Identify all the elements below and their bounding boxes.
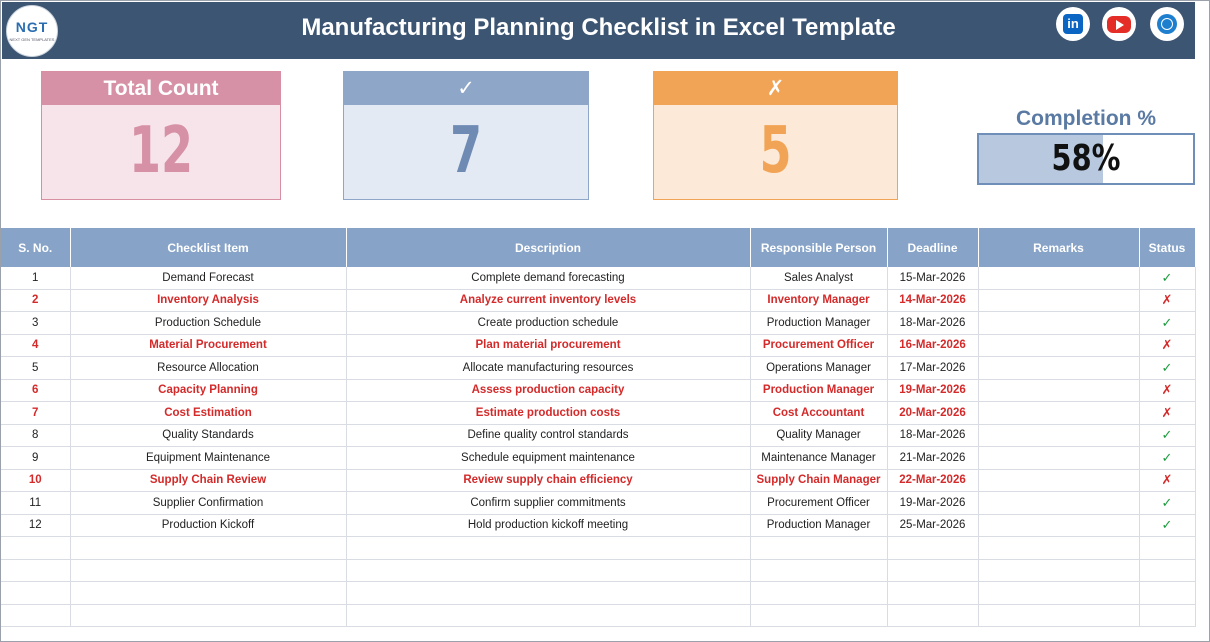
cell-description[interactable]: Review supply chain efficiency [346,469,750,492]
empty-cell[interactable] [978,582,1139,605]
cell-deadline[interactable]: 15-Mar-2026 [887,267,978,289]
cell-description[interactable]: Assess production capacity [346,379,750,402]
empty-row [1,582,1195,605]
logo-subtext: NEXT GEN TEMPLATES [9,37,55,42]
cell-deadline[interactable]: 14-Mar-2026 [887,289,978,312]
cell-person[interactable]: Production Manager [750,514,887,537]
cell-remarks[interactable] [978,402,1139,425]
header-bar [2,2,1195,59]
cell-remarks[interactable] [978,469,1139,492]
empty-cell[interactable] [887,582,978,605]
cell-person[interactable]: Procurement Officer [750,334,887,357]
empty-cell[interactable] [346,604,750,627]
cell-item[interactable]: Resource Allocation [70,357,346,380]
cell-person[interactable]: Production Manager [750,379,887,402]
cell-status[interactable]: ✓ [1139,424,1195,447]
cell-item[interactable]: Capacity Planning [70,379,346,402]
empty-cell[interactable] [887,559,978,582]
cell-sno[interactable]: 2 [1,289,70,312]
cell-status[interactable]: ✗ [1139,334,1195,357]
empty-cell[interactable] [1,537,70,560]
cell-remarks[interactable] [978,514,1139,537]
cell-deadline[interactable]: 25-Mar-2026 [887,514,978,537]
cell-remarks[interactable] [978,492,1139,515]
cell-description[interactable]: Analyze current inventory levels [346,289,750,312]
cell-remarks[interactable] [978,447,1139,470]
cell-deadline[interactable]: 19-Mar-2026 [887,492,978,515]
cell-deadline[interactable]: 17-Mar-2026 [887,357,978,380]
completed-count-value: 7 [449,114,483,188]
cell-remarks[interactable] [978,424,1139,447]
cell-item[interactable]: Quality Standards [70,424,346,447]
empty-cell[interactable] [750,604,887,627]
cell-deadline[interactable]: 18-Mar-2026 [887,424,978,447]
cell-status[interactable]: ✗ [1139,379,1195,402]
completed-check-icon: ✓ [344,72,588,105]
cell-sno[interactable]: 12 [1,514,70,537]
empty-cell[interactable] [346,582,750,605]
empty-cell[interactable] [887,537,978,560]
cell-deadline[interactable]: 21-Mar-2026 [887,447,978,470]
col-header-person[interactable]: Responsible Person [750,228,887,267]
total-count-card [41,71,281,200]
cell-person[interactable]: Procurement Officer [750,492,887,515]
cell-status[interactable]: ✗ [1139,469,1195,492]
cell-sno[interactable]: 10 [1,469,70,492]
cell-status[interactable]: ✓ [1139,357,1195,380]
table-row [1,492,1195,515]
cell-sno[interactable]: 1 [1,267,70,289]
cell-description[interactable]: Confirm supplier commitments [346,492,750,515]
cell-person[interactable]: Maintenance Manager [750,447,887,470]
empty-cell[interactable] [1,604,70,627]
cell-deadline[interactable]: 16-Mar-2026 [887,334,978,357]
cell-status[interactable]: ✗ [1139,402,1195,425]
cell-sno[interactable]: 6 [1,379,70,402]
cell-description[interactable]: Hold production kickoff meeting [346,514,750,537]
cell-item[interactable]: Material Procurement [70,334,346,357]
col-header-deadline[interactable]: Deadline [887,228,978,267]
empty-cell[interactable] [346,559,750,582]
table-row [1,424,1195,447]
cell-item[interactable]: Equipment Maintenance [70,447,346,470]
cell-person[interactable]: Cost Accountant [750,402,887,425]
linkedin-icon[interactable]: in [1056,7,1090,41]
table-header-row [1,228,1195,267]
cell-sno[interactable]: 8 [1,424,70,447]
table-row [1,514,1195,537]
total-count-label: Total Count [42,72,280,105]
empty-cell[interactable] [70,537,346,560]
pending-cross-icon: ✗ [654,72,897,105]
cell-person[interactable]: Supply Chain Manager [750,469,887,492]
cell-sno[interactable]: 4 [1,334,70,357]
completion-progress-bar [977,133,1195,185]
empty-cell[interactable] [70,559,346,582]
cell-remarks[interactable] [978,312,1139,335]
completion-label: Completion % [1016,107,1156,130]
cell-item[interactable]: Production Kickoff [70,514,346,537]
col-header-status[interactable]: Status [1139,228,1195,267]
table-row [1,379,1195,402]
cell-person[interactable]: Operations Manager [750,357,887,380]
cell-status[interactable]: ✓ [1139,267,1195,289]
empty-cell[interactable] [978,604,1139,627]
empty-cell[interactable] [70,582,346,605]
cell-description[interactable]: Create production schedule [346,312,750,335]
cell-description[interactable]: Estimate production costs [346,402,750,425]
empty-cell[interactable] [346,537,750,560]
cell-deadline[interactable]: 22-Mar-2026 [887,469,978,492]
empty-cell[interactable] [887,604,978,627]
table-row [1,312,1195,335]
globe-icon[interactable] [1150,7,1184,41]
col-header-sno[interactable]: S. No. [1,228,70,267]
empty-cell[interactable] [70,604,346,627]
cell-status[interactable]: ✗ [1139,289,1195,312]
cell-description[interactable]: Define quality control standards [346,424,750,447]
empty-cell[interactable] [750,582,887,605]
completion-value: 58% [1051,138,1121,179]
cell-sno[interactable]: 7 [1,402,70,425]
page-title: Manufacturing Planning Checklist in Excel Template [301,14,896,41]
table-row [1,402,1195,425]
cell-item[interactable]: Inventory Analysis [70,289,346,312]
col-header-description[interactable]: Description [346,228,750,267]
empty-row [1,559,1195,582]
cell-person[interactable]: Production Manager [750,312,887,335]
cell-item[interactable]: Cost Estimation [70,402,346,425]
cell-deadline[interactable]: 19-Mar-2026 [887,379,978,402]
cell-status[interactable]: ✓ [1139,514,1195,537]
empty-cell[interactable] [1,559,70,582]
empty-cell[interactable] [1139,559,1195,582]
cell-deadline[interactable]: 18-Mar-2026 [887,312,978,335]
pending-count-value: 5 [759,114,792,188]
empty-cell[interactable] [1139,582,1195,605]
cell-person[interactable]: Inventory Manager [750,289,887,312]
cell-item[interactable]: Production Schedule [70,312,346,335]
table-row [1,357,1195,380]
cell-description[interactable]: Schedule equipment maintenance [346,447,750,470]
cell-sno[interactable]: 9 [1,447,70,470]
cell-deadline[interactable]: 20-Mar-2026 [887,402,978,425]
empty-cell[interactable] [978,559,1139,582]
empty-cell[interactable] [1139,537,1195,560]
col-header-item[interactable]: Checklist Item [70,228,346,267]
logo-text: NGT [15,19,49,35]
checklist-table [1,228,1196,627]
cell-item[interactable]: Demand Forecast [70,267,346,289]
pending-count-card [653,71,898,200]
total-count-value: 12 [128,114,194,188]
completed-count-card [343,71,589,200]
cell-remarks[interactable] [978,289,1139,312]
cell-status[interactable]: ✓ [1139,447,1195,470]
cell-sno[interactable]: 3 [1,312,70,335]
cell-status[interactable]: ✓ [1139,312,1195,335]
cell-description[interactable]: Complete demand forecasting [346,267,750,289]
cell-remarks[interactable] [978,357,1139,380]
cell-person[interactable]: Quality Manager [750,424,887,447]
cell-person[interactable]: Sales Analyst [750,267,887,289]
col-header-remarks[interactable]: Remarks [978,228,1139,267]
cell-remarks[interactable] [978,267,1139,289]
youtube-icon[interactable] [1102,7,1136,41]
empty-row [1,604,1195,627]
empty-cell[interactable] [750,537,887,560]
cell-sno[interactable]: 5 [1,357,70,380]
cell-status[interactable]: ✓ [1139,492,1195,515]
empty-cell[interactable] [750,559,887,582]
empty-cell[interactable] [1,582,70,605]
table-row [1,469,1195,492]
empty-row [1,537,1195,560]
cell-remarks[interactable] [978,334,1139,357]
cell-description[interactable]: Plan material procurement [346,334,750,357]
cell-description[interactable]: Allocate manufacturing resources [346,357,750,380]
cell-remarks[interactable] [978,379,1139,402]
empty-cell[interactable] [978,537,1139,560]
empty-cell[interactable] [1139,604,1195,627]
table-row [1,447,1195,470]
table-row [1,289,1195,312]
cell-item[interactable]: Supplier Confirmation [70,492,346,515]
table-row [1,334,1195,357]
table-row [1,267,1195,289]
cell-item[interactable]: Supply Chain Review [70,469,346,492]
cell-sno[interactable]: 11 [1,492,70,515]
